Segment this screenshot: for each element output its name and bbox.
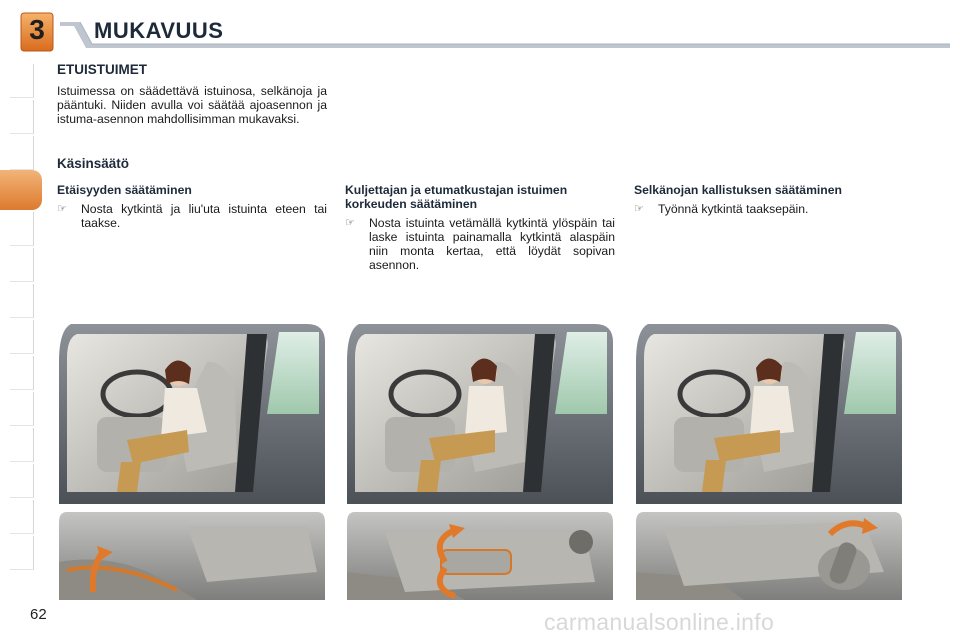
chapter-tab-3[interactable] xyxy=(10,136,34,170)
instruction-text: Nosta istuinta vetämällä kytkintä ylöspäin tai laske istuinta painamalla kytkintä alaspäin niin monta kertaa, että löydät sopivan asennon. xyxy=(369,216,615,272)
chapter-tab-6[interactable] xyxy=(10,248,34,282)
chapter-tab-2[interactable] xyxy=(10,100,34,134)
chapter-tab-11[interactable] xyxy=(10,428,34,462)
chapter-tab-9[interactable] xyxy=(10,356,34,390)
subsection-title: Käsinsäätö xyxy=(57,156,130,171)
column-heading: Selkänojan kallistuksen säätäminen xyxy=(634,183,842,197)
instruction-item xyxy=(634,202,904,216)
distance-lever-detail xyxy=(57,512,327,602)
seat-distance-illustration xyxy=(57,322,327,506)
instruction-text: Nosta kytkintä ja liu'uta istuinta eteen tai taakse. xyxy=(81,202,327,230)
instruction-item xyxy=(345,216,615,272)
backrest-tilt-illustration xyxy=(634,322,904,506)
pointing-hand-icon: ☞ xyxy=(634,203,644,215)
backrest-lever-detail xyxy=(634,512,904,602)
pointing-hand-icon: ☞ xyxy=(345,217,355,229)
chapter-tab-1[interactable] xyxy=(10,64,34,98)
column-heading: Kuljettajan ja etumatkustajan istuimen korkeuden säätäminen xyxy=(345,183,568,211)
seat-height-illustration xyxy=(345,322,615,506)
section-intro: Istuimessa on säädettävä istuinosa, selkänoja ja pääntuki. Niiden avulla voi säätää ajoasennon ja istuma-asennon mahdollisimman mukavaksi. xyxy=(57,84,327,126)
section-title: ETUISTUIMET xyxy=(57,62,147,77)
watermark: carmanualsonline.info xyxy=(544,609,775,635)
chapter-tabs xyxy=(10,64,38,576)
chapter-tab-13[interactable] xyxy=(10,500,34,534)
instruction-item xyxy=(57,202,327,230)
column-backrest xyxy=(634,183,904,216)
chapter-tab-5[interactable] xyxy=(10,212,34,246)
pointing-hand-icon: ☞ xyxy=(57,203,67,215)
page-number: 62 xyxy=(30,606,47,623)
column-height xyxy=(345,183,615,272)
height-lever-detail xyxy=(345,512,615,602)
chapter-tab-active[interactable] xyxy=(0,170,42,210)
chapter-tab-14[interactable] xyxy=(10,536,34,570)
column-heading: Etäisyyden säätäminen xyxy=(57,183,192,197)
chapter-tab-7[interactable] xyxy=(10,284,34,318)
instruction-text: Työnnä kytkintä taaksepäin. xyxy=(658,202,809,216)
chapter-tab-10[interactable] xyxy=(10,392,34,426)
chapter-tab-8[interactable] xyxy=(10,320,34,354)
chapter-tab-12[interactable] xyxy=(10,464,34,498)
chapter-title: MUKAVUUS xyxy=(94,18,224,43)
chapter-number: 3 xyxy=(29,14,45,45)
column-distance xyxy=(57,183,327,230)
